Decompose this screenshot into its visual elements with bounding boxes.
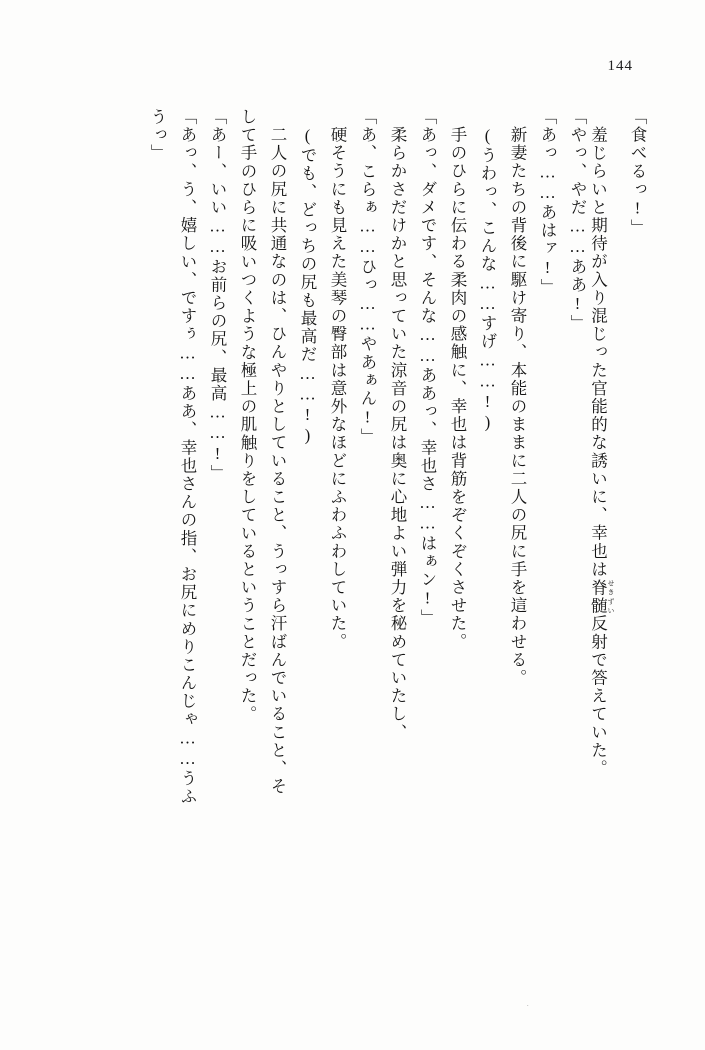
text-line: (でも、どっちの尻も最高だ……!) [298, 126, 317, 447]
text-line: 「あ、こらぁ……ひっ……やあぁん!」 [358, 108, 377, 447]
text-line: 手のひらに伝わる柔肉の感触に、幸也は背筋をぞくぞくさせた。 [448, 126, 467, 651]
ruby-reading: せきずい [607, 578, 615, 615]
text-line: 「あっ、ダメです、そんな……ああっ、幸也さ……はぁン!」 [418, 108, 437, 628]
text-line-ruby [585, 108, 615, 986]
text-line: 新妻たちの背後に駆け寄り、本能のままに二人の尻に手を這わせる。 [508, 126, 527, 688]
text-line: して手のひらに吸いつくような極上の肌触りをしているということだった。 [238, 108, 257, 724]
text-line: 硬そうにも見えた美琴の臀部は意外なほどにふわふわしていた。 [328, 126, 347, 651]
text-line: うっ」 [148, 108, 167, 163]
ruby-line-pre: 羞じらいと期待が入り混じった官能的な誘いに、幸也は [588, 126, 608, 579]
text-line: 「あっ、う、嬉しい、ですぅ……ああ、幸也さんの指、お尻にめりこんじゃ……うふ [178, 108, 197, 806]
text-line: 「食べるっ!」 [628, 108, 647, 238]
ruby-seizui: 脊髄 せきずい [588, 578, 615, 615]
text-line: 二人の尻に共通なのは、ひんやりとしていること、うっすら汗ばんでいること、そ [268, 126, 287, 796]
text-line: 柔らかさだけかと思っていた涼音の尻は奥に心地よい弾力を秘めていたし、 [388, 126, 407, 742]
text-line: 「やっ、やだ……ああ!」 [568, 108, 587, 333]
text-line: 「あっ……あはァ!」 [538, 108, 557, 297]
vertical-text-body [60, 108, 645, 968]
text-line: 「あー、いい……お前らの尻、最高……!」 [208, 108, 227, 483]
page-marker: · [526, 1002, 529, 1010]
page-number: 144 [607, 58, 633, 74]
text-line: (うわっ、こんな……すげ……!) [478, 126, 497, 434]
ruby-line-post: 反射で答えていた。 [588, 614, 608, 778]
